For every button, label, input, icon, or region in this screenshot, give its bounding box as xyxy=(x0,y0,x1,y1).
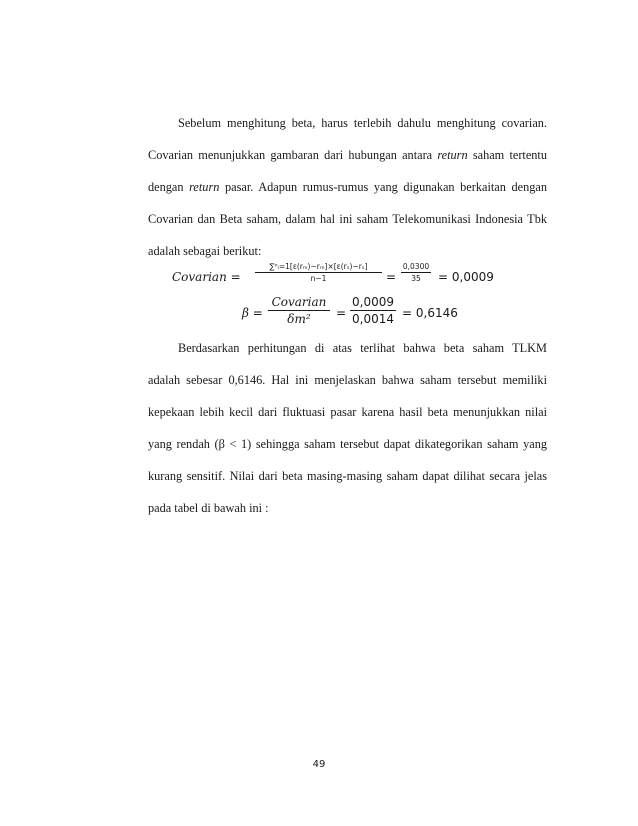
text-span: saham tertentu xyxy=(472,148,547,162)
fraction-bar xyxy=(268,310,330,311)
eq2-numerator: Covarian xyxy=(271,295,327,309)
eq1-frac2-numerator: 0,0300 xyxy=(402,262,430,271)
eq1-denominator: n−1 xyxy=(310,274,327,283)
eq1-numerator: ∑ⁿᵢ=1[ε(rₘ)−rₘ]×[ε(rₛ)−rₛ] xyxy=(269,262,368,271)
eq2-denominator: δm² xyxy=(287,312,311,326)
eq1-equals: = xyxy=(386,270,397,284)
text-line xyxy=(148,180,547,195)
text-line: kurang sensitif. Nilai dari beta masing-masing saham dapat dilihat secara jelas xyxy=(148,469,547,483)
eq1-frac2-denominator: 35 xyxy=(411,274,421,283)
text-span: pasar. Adapun rumus-rumus yang digunakan berkaitan dengan xyxy=(224,180,547,194)
equation-beta xyxy=(242,295,542,331)
text-line: kepekaan lebih kecil dari fluktuasi pasar karena hasil beta menunjukkan nilai xyxy=(148,405,547,419)
eq2-frac2-numerator: 0,0009 xyxy=(352,295,394,309)
eq2-fraction-values xyxy=(350,295,396,326)
eq2-lhs: β = xyxy=(242,306,263,320)
text-line: adalah sebesar 0,6146. Hal ini menjelaskan bahwa saham tersebut memiliki xyxy=(148,373,547,387)
text-span: dengan xyxy=(148,180,184,194)
text-line: Sebelum menghitung beta, harus terlebih dahulu menghitung covarian. xyxy=(178,116,547,130)
eq1-lhs: Covarian = xyxy=(172,270,241,284)
text-line: Covarian dan Beta saham, dalam hal ini saham Telekomunikasi Indonesia Tbk xyxy=(148,212,547,226)
eq2-fraction-main xyxy=(268,295,330,326)
equation-covarian xyxy=(172,262,512,294)
text-line: pada tabel di bawah ini : xyxy=(148,501,269,515)
fraction-bar xyxy=(401,272,431,273)
text-line xyxy=(148,148,547,163)
page-number: 49 xyxy=(312,759,326,770)
eq1-fraction-values xyxy=(401,262,431,283)
eq2-result: = 0,6146 xyxy=(402,306,458,320)
text-span: Covarian menunjukkan gambaran dari hubungan antara xyxy=(148,148,433,162)
eq1-result: = 0,0009 xyxy=(438,270,494,284)
text-line: yang rendah (β < 1) sehingga saham tersebut dapat dikategorikan saham yang xyxy=(148,437,547,451)
fraction-bar xyxy=(350,310,396,311)
eq1-fraction-main xyxy=(255,262,382,283)
eq2-frac2-denominator: 0,0014 xyxy=(352,312,394,326)
text-line: Berdasarkan perhitungan di atas terlihat bahwa beta saham TLKM xyxy=(178,341,547,355)
text-line: adalah sebagai berikut: xyxy=(148,244,262,258)
fraction-bar xyxy=(255,272,382,273)
italic-return: return xyxy=(189,180,220,194)
italic-return: return xyxy=(437,148,468,162)
eq2-equals: = xyxy=(336,306,347,320)
